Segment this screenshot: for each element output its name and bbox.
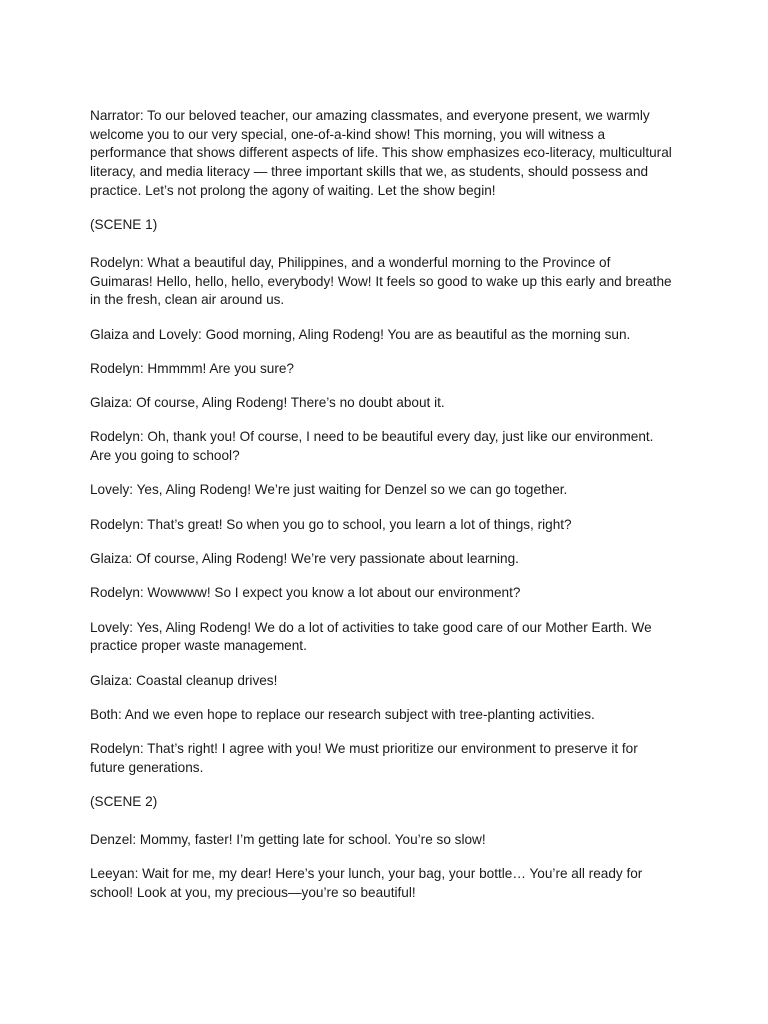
dialogue-line: Lovely: Yes, Aling Rodeng! We do a lot of activities to take good care of our Mother Earth. We practice proper waste management. — [90, 619, 652, 654]
scene-heading: (SCENE 2) — [90, 794, 158, 810]
scene-heading: (SCENE 1) — [90, 217, 158, 233]
dialogue-line: Glaiza: Coastal cleanup drives! — [90, 672, 278, 688]
dialogue-line: Glaiza: Of course, Aling Rodeng! We’re very passionate about learning. — [90, 551, 519, 566]
dialogue-line: Rodelyn: Wowwww! So I expect you know a lot about our environment? — [90, 585, 521, 601]
dialogue-line: Rodelyn: Oh, thank you! Of course, I need to be beautiful every day, just like our environment. Are you going to school? — [90, 429, 654, 464]
dialogue-line: Rodelyn: What a beautiful day, Philippines, and a wonderful morning to the Province of Guimaras! Hello, hello, hello, everybody! Wow! It feels so good to wake up this early and breathe in the fresh, clean air around us. — [90, 254, 672, 308]
dialogue-line: Rodelyn: That’s right! I agree with you! We must prioritize our environment to preserve it for future generations. — [90, 741, 638, 775]
dialogue-line: Denzel: Mommy, faster! I’m getting late for school. You’re so slow! — [90, 831, 486, 847]
dialogue-line: Both: And we even hope to replace our research subject with tree-planting activities. — [90, 706, 595, 722]
dialogue-line: Lovely: Yes, Aling Rodeng! We’re just waiting for Denzel so we can go together. — [90, 482, 568, 498]
dialogue-line: Rodelyn: That’s great! So when you go to school, you learn a lot of things, right? — [90, 516, 572, 532]
dialogue-line: Leeyan: Wait for me, my dear! Here’s your lunch, your bag, your bottle… You’re all ready for school! Look at you, my precious—you’re so beautiful! — [90, 866, 643, 900]
dialogue-line: Rodelyn: Hmmmm! Are you sure? — [90, 360, 294, 376]
dialogue-line: Glaiza: Of course, Aling Rodeng! There’s no doubt about it. — [90, 395, 445, 411]
narrator-intro: Narrator: To our beloved teacher, our amazing classmates, and everyone present, we warmly welcome you to our very special, one-of-a-kind show! This morning, you will witness a performance that shows different aspects of life. This show emphasizes eco-literacy, multicultural literacy, and media literacy — three important skills that we, as students, should possess and practice. Let’s not prolong the agony of waiting. Let the show begin! — [90, 108, 672, 198]
script-document — [90, 107, 676, 918]
dialogue-line: Glaiza and Lovely: Good morning, Aling Rodeng! You are as beautiful as the morning sun. — [90, 326, 631, 342]
